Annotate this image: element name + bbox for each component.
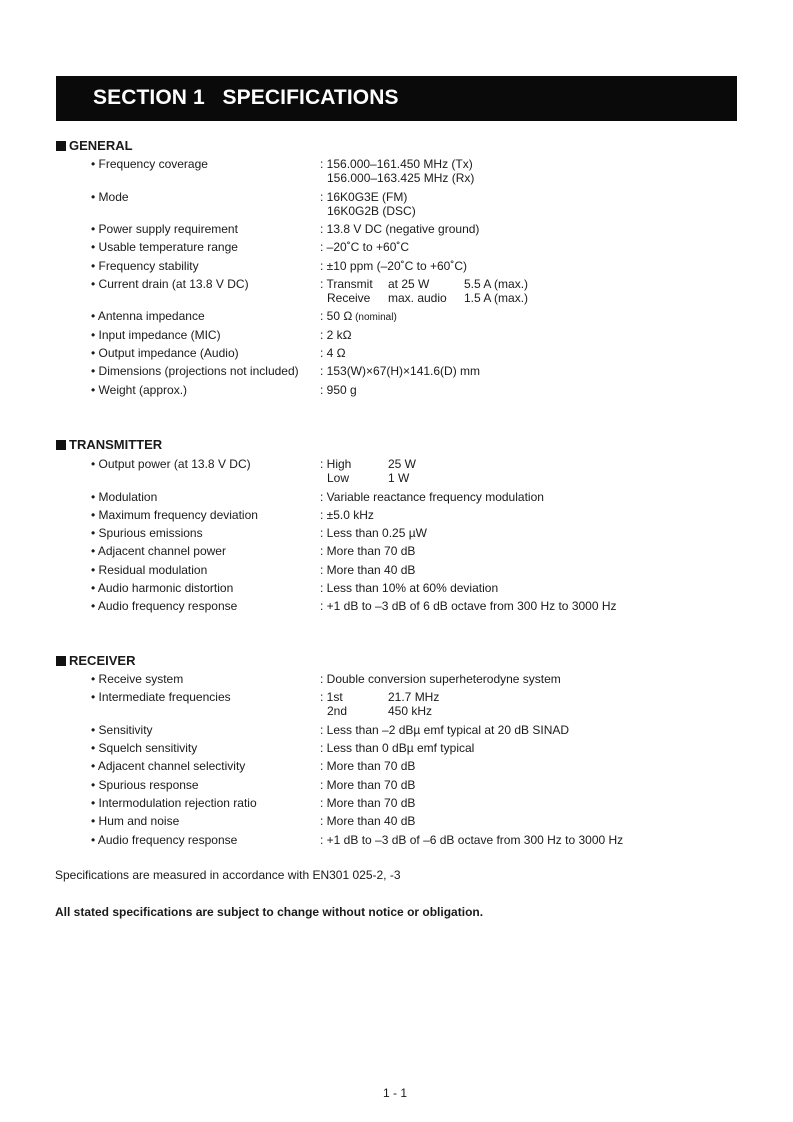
spec-value <box>320 508 374 522</box>
spec-value-line: : 153(W)×67(H)×141.6(D) mm <box>320 364 481 379</box>
standard-note: Specifications are measured in accordance with EN301 025-2, -3 <box>55 868 401 882</box>
spec-value <box>320 814 415 828</box>
spec-value-line: : ±5.0 kHz <box>320 507 374 522</box>
spec-value-cell: 25 W <box>388 457 417 471</box>
spec-label: • Power supply requirement <box>91 222 238 236</box>
receiver-heading-label: RECEIVER <box>69 653 136 668</box>
spec-value <box>320 759 415 773</box>
spec-value-line <box>320 457 416 471</box>
spec-value <box>320 383 357 397</box>
spec-value-cell: Receive <box>327 290 371 305</box>
spec-label: • Weight (approx.) <box>91 382 188 397</box>
spec-value <box>320 672 561 686</box>
spec-value-cell: : Transmit <box>320 276 373 291</box>
spec-value <box>320 364 480 378</box>
disclaimer-note: All stated specifications are subject to change without notice or obligation. <box>55 905 484 919</box>
spec-value-line: : More than 70 dB <box>320 544 416 559</box>
spec-label: • Antenna impedance <box>91 309 205 324</box>
spec-label: • Receive system <box>91 672 184 686</box>
spec-label: • Squelch sensitivity <box>91 741 198 756</box>
spec-label: • Intermediate frequencies <box>91 690 231 705</box>
spec-value-cell: 450 kHz <box>388 704 433 719</box>
spec-value-text: : 50 Ω <box>320 309 353 324</box>
spec-label: • Audio frequency response <box>91 832 238 847</box>
spec-value-line: : ±10 ppm (–20˚C to +60˚C) <box>320 258 467 273</box>
spec-value-line: : More than 40 dB <box>320 814 416 829</box>
spec-value-line: : Less than 0 dBµ emf typical <box>320 741 475 756</box>
spec-label: • Adjacent channel selectivity <box>91 759 246 774</box>
spec-label: • Residual modulation <box>91 562 208 577</box>
spec-value-line: : 950 g <box>320 382 357 397</box>
spec-value-cell: max. audio <box>388 290 447 305</box>
general-heading <box>56 138 133 153</box>
spec-value-cell: 21.7 MHz <box>388 690 440 705</box>
spec-label: • Maximum frequency deviation <box>91 507 258 522</box>
spec-value-cell: : 1st <box>320 690 343 705</box>
spec-label: • Adjacent channel power <box>91 544 226 559</box>
spec-value-line: : Less than 0.25 µW <box>320 526 427 541</box>
spec-label: • Spurious emissions <box>91 526 203 541</box>
transmitter-heading-label: TRANSMITTER <box>69 437 163 452</box>
spec-value <box>320 690 439 718</box>
spec-value <box>320 190 416 218</box>
spec-value <box>320 457 416 485</box>
spec-value-line: : Less than 10% at 60% deviation <box>320 581 499 595</box>
spec-label: • Frequency coverage <box>91 157 208 171</box>
page-title: SECTION 1 SPECIFICATIONS <box>93 86 399 109</box>
spec-value <box>320 581 498 595</box>
spec-label: • Output power (at 13.8 V DC) <box>91 457 251 471</box>
spec-value-line: 16K0G2B (DSC) <box>327 203 416 218</box>
spec-value-line: : 2 kΩ <box>320 327 352 342</box>
spec-value-note: (nominal) <box>352 312 397 324</box>
spec-label: • Frequency stability <box>91 258 199 273</box>
spec-value-line: : More than 70 dB <box>320 759 416 774</box>
spec-value <box>320 778 415 792</box>
spec-value-line: 156.000–163.425 MHz (Rx) <box>327 171 475 185</box>
spec-value <box>320 277 528 305</box>
spec-value-line <box>320 291 528 305</box>
spec-value <box>320 544 415 558</box>
spec-label: • Audio harmonic distortion <box>91 581 234 595</box>
spec-value-cell: 5.5 A (max.) <box>464 276 529 291</box>
spec-value-cell: : High <box>320 457 352 471</box>
spec-value-line: : Less than –2 dBµ emf typical at 20 dB SINAD <box>320 722 570 737</box>
spec-value <box>320 259 467 273</box>
section-banner <box>56 76 737 121</box>
spec-label: • Sensitivity <box>91 722 153 737</box>
spec-value-line <box>320 704 439 718</box>
square-bullet-icon <box>56 440 66 450</box>
spec-label: • Dimensions (projections not included) <box>91 364 299 379</box>
spec-value-line <box>320 277 528 291</box>
spec-value-cell: at 25 W <box>388 276 430 291</box>
spec-value-line: : 156.000–161.450 MHz (Tx) <box>320 157 473 171</box>
spec-label: • Hum and noise <box>91 814 180 829</box>
spec-value-cell: 2nd <box>327 704 348 719</box>
spec-label: • Modulation <box>91 489 158 504</box>
spec-value-line: : More than 70 dB <box>320 777 416 792</box>
spec-value <box>320 240 409 254</box>
spec-label: • Current drain (at 13.8 V DC) <box>91 276 249 291</box>
spec-value-cell: 1.5 A (max.) <box>464 290 529 305</box>
spec-value <box>320 741 474 755</box>
spec-value-cell: Low <box>327 471 350 485</box>
spec-value <box>320 346 346 360</box>
transmitter-heading <box>56 437 162 452</box>
receiver-heading <box>56 653 135 668</box>
spec-label: • Usable temperature range <box>91 240 238 255</box>
spec-value <box>320 222 479 236</box>
spec-value <box>320 723 569 737</box>
spec-label: • Audio frequency response <box>91 599 238 614</box>
spec-label: • Output impedance (Audio) <box>91 346 239 360</box>
spec-value-line <box>320 690 439 704</box>
spec-value-cell: 1 W <box>388 471 410 485</box>
spec-value <box>320 157 474 185</box>
spec-value <box>320 833 623 847</box>
spec-value <box>320 599 617 613</box>
general-heading-label: GENERAL <box>69 138 133 153</box>
spec-label: • Mode <box>91 189 129 204</box>
spec-value-line: : 4 Ω <box>320 346 346 360</box>
spec-value <box>320 490 544 504</box>
spec-value-line: : Variable reactance frequency modulation <box>320 489 544 504</box>
spec-value-line: : Double conversion superheterodyne system <box>320 672 561 686</box>
spec-value-line: : –20˚C to +60˚C <box>320 240 410 255</box>
spec-value-line: : +1 dB to –3 dB of –6 dB octave from 300 Hz to 3000 Hz <box>320 832 624 847</box>
spec-label: • Intermodulation rejection ratio <box>91 796 257 810</box>
spec-value <box>320 526 427 540</box>
spec-value-line: : +1 dB to –3 dB of 6 dB octave from 300 Hz to 3000 Hz <box>320 599 617 614</box>
spec-value <box>320 328 352 342</box>
spec-value <box>320 796 415 810</box>
page-number: 1 - 1 <box>383 1086 408 1100</box>
spec-value-line: : 13.8 V DC (negative ground) <box>320 222 480 236</box>
spec-value-line: : More than 70 dB <box>320 796 416 810</box>
spec-label: • Input impedance (MIC) <box>91 327 221 342</box>
spec-value <box>320 563 415 577</box>
square-bullet-icon <box>56 141 66 151</box>
spec-value-line: : 16K0G3E (FM) <box>320 189 408 204</box>
square-bullet-icon <box>56 656 66 666</box>
spec-value <box>320 309 397 325</box>
spec-value-line: : More than 40 dB <box>320 562 416 577</box>
spec-label: • Spurious response <box>91 777 199 792</box>
spec-value-line <box>320 471 416 485</box>
